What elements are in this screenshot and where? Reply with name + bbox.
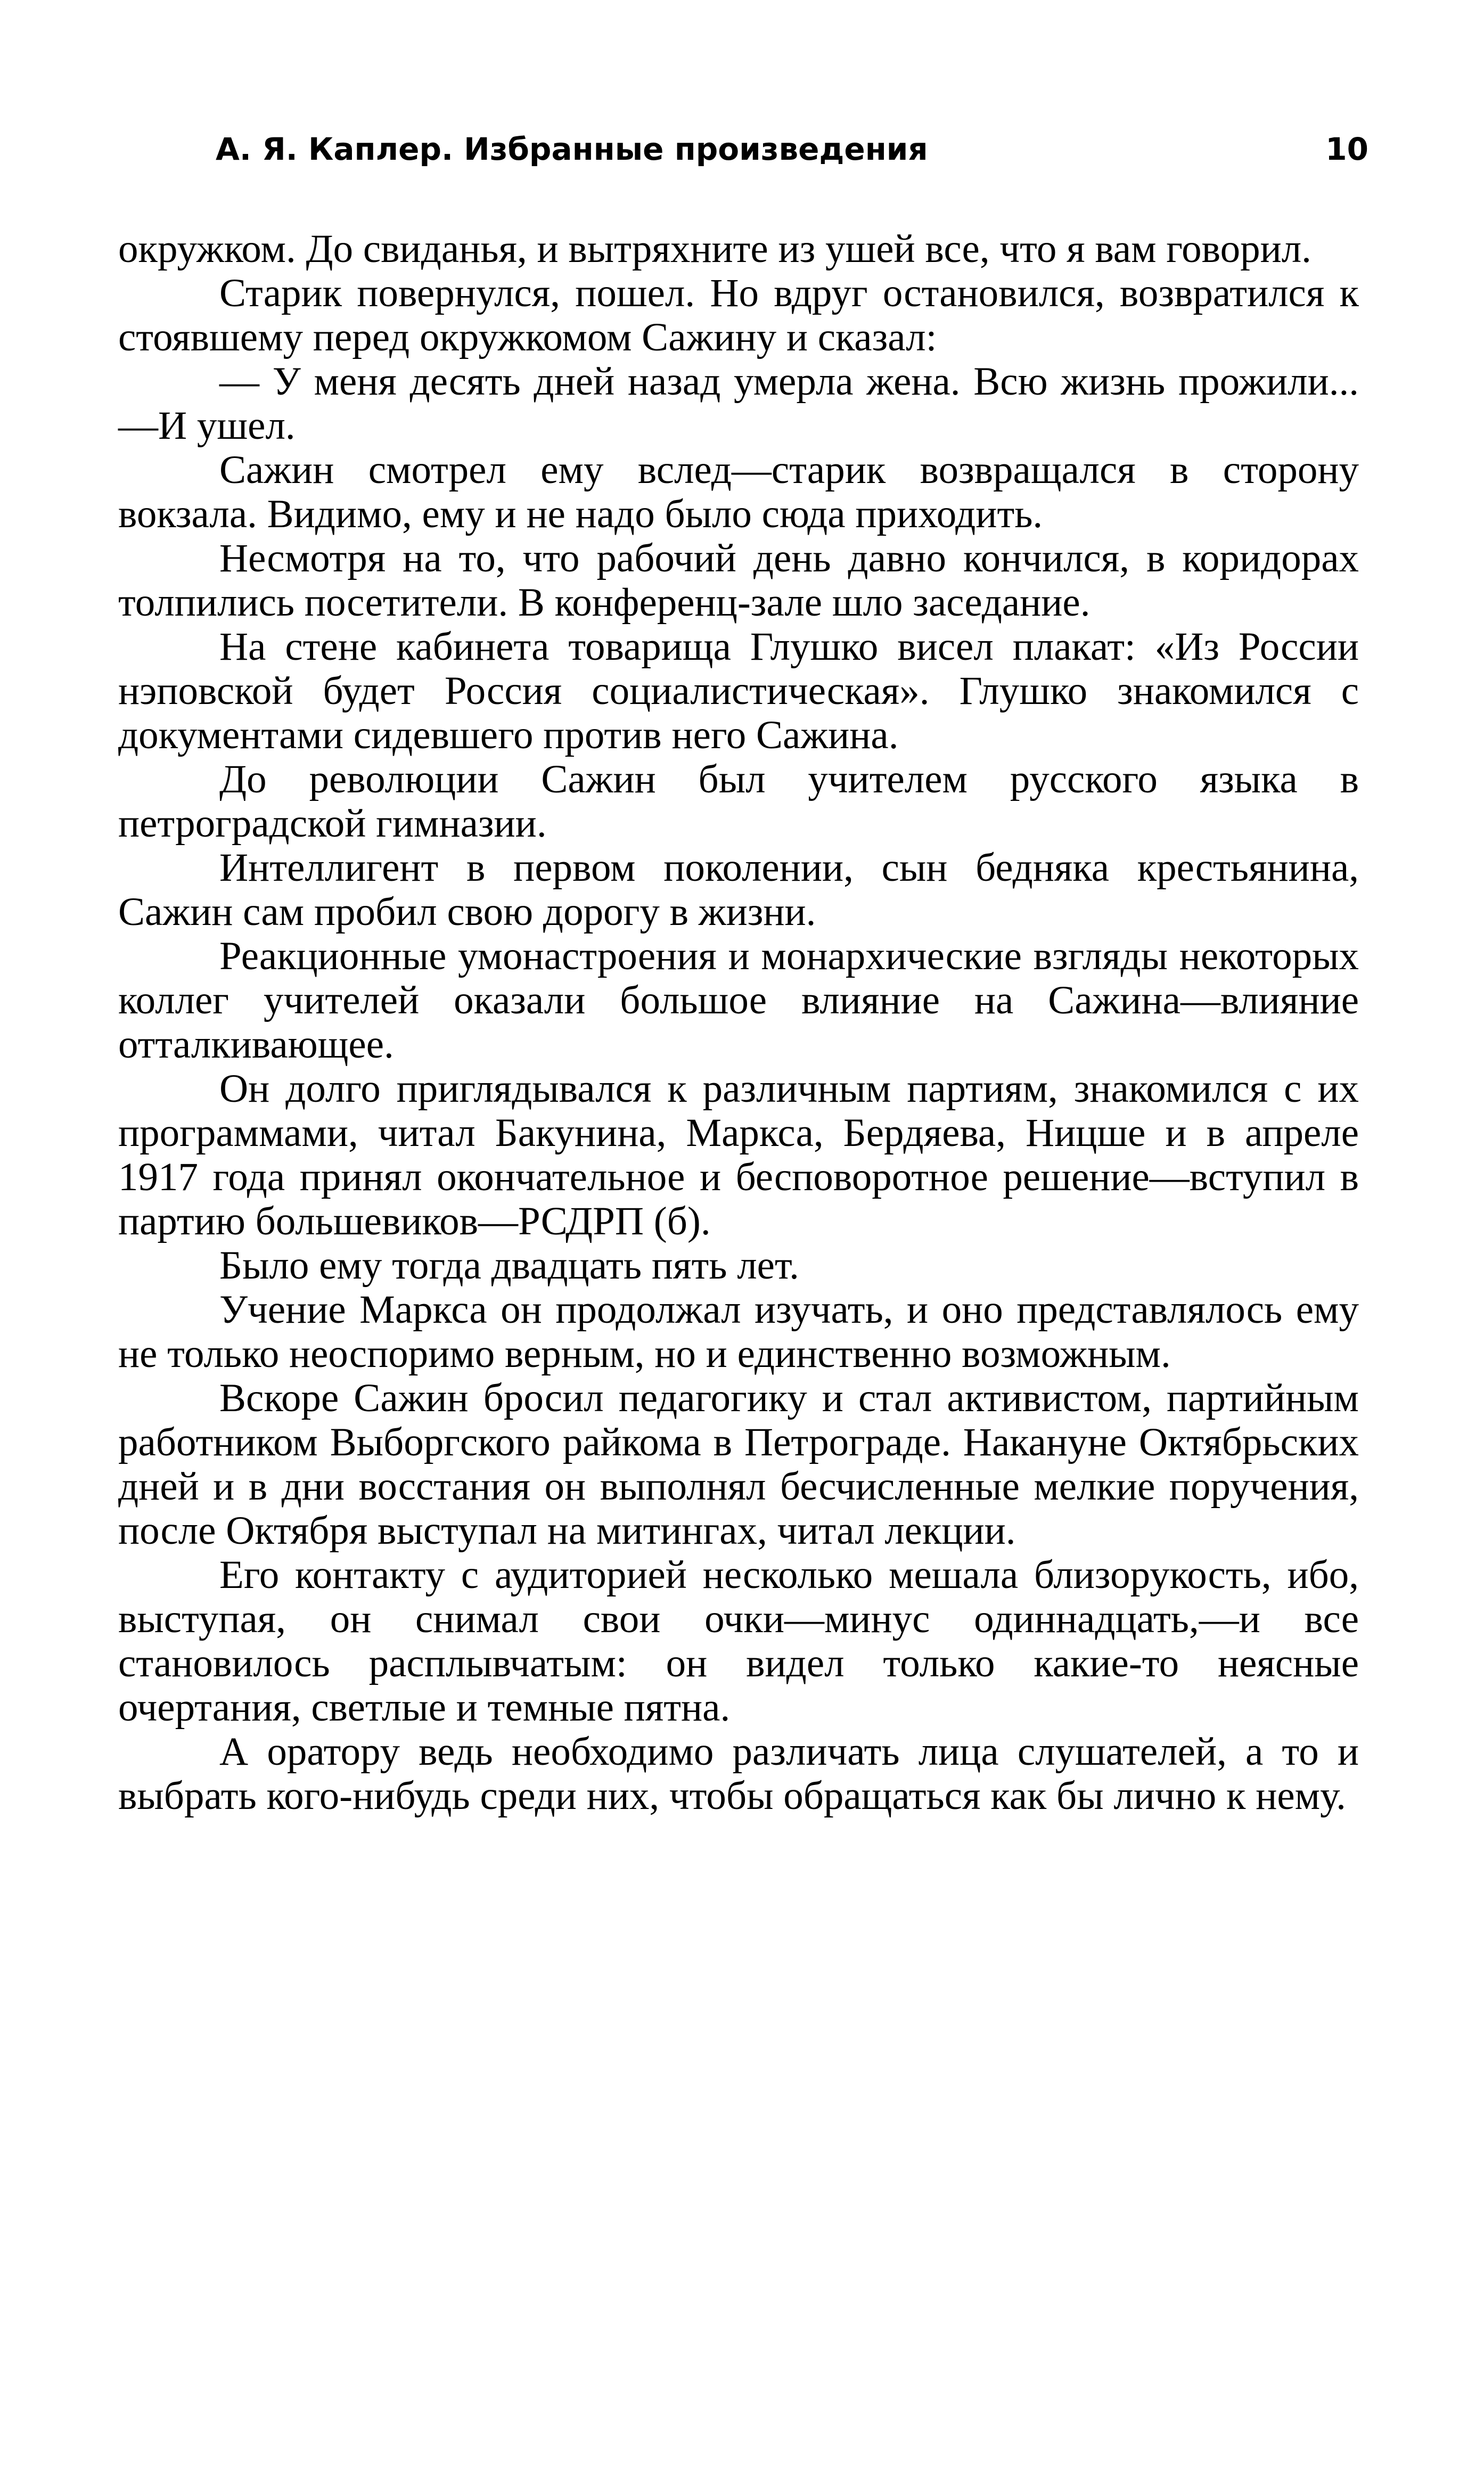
- paragraph: До революции Сажин был учителем русского языка в петроградской гимназии.: [118, 757, 1359, 846]
- running-head: [216, 120, 1368, 178]
- paragraph: Сажин смотрел ему вслед—старик возвращался в сторону вокзала. Видимо, ему и не надо было сюда приходить.: [118, 448, 1359, 536]
- paragraph: Вскоре Сажин бросил педагогику и стал активистом, партийным работником Выборгского райкома в Петрограде. Накануне Октябрьских дней и в дни восстания он выполнял бесчисленные мелкие поручения, после Октября выступал на митингах, читал лекции.: [118, 1376, 1359, 1553]
- paragraph-continued: окружком. До свиданья, и вытряхните из ушей все, что я вам говорил.: [118, 227, 1311, 271]
- page-number: 10: [1325, 131, 1368, 167]
- paragraph: Его контакту с аудиторией несколько мешала близорукость, ибо, выступая, он снимал свои очки—минус одиннадцать,—и все становилось расплывчатым: он видел только какие-то неясные очертания, светлые и темные пятна.: [118, 1553, 1359, 1730]
- body-text: [118, 227, 1359, 1818]
- paragraph: Несмотря на то, что рабочий день давно кончился, в коридорах толпились посетители. В конференц-зале шло заседание.: [118, 536, 1359, 625]
- paragraph: Интеллигент в первом поколении, сын бедняка крестьянина, Сажин сам пробил свою дорогу в жизни.: [118, 846, 1359, 934]
- paragraph: Было ему тогда двадцать пять лет.: [219, 1243, 799, 1288]
- paragraph: — У меня десять дней назад умерла жена. Всю жизнь прожили...—И ушел.: [118, 359, 1359, 448]
- running-title: А. Я. Каплер. Избранные произведения: [216, 131, 928, 167]
- paragraph: На стене кабинета товарища Глушко висел плакат: «Из России нэповской будет Россия социалистическая». Глушко знакомился с документами сидевшего против него Сажина.: [118, 625, 1359, 757]
- paragraph: А оратору ведь необходимо различать лица слушателей, а то и выбрать кого-нибудь среди них, чтобы обращаться как бы лично к нему.: [118, 1730, 1359, 1818]
- paragraph: Старик повернулся, пошел. Но вдруг остановился, возвратился к стоявшему перед окружкомом Сажину и сказал:: [118, 271, 1359, 359]
- paragraph: Учение Маркса он продолжал изучать, и оно представлялось ему не только неоспоримо верным, но и единственно возможным.: [118, 1288, 1359, 1376]
- paragraph: Он долго приглядывался к различным партиям, знакомился с их программами, читал Бакунина, Маркса, Бердяева, Ницше и в апреле 1917 года принял окончательное и бесповоротное решение—вступил в партию большевиков—РСДРП (б).: [118, 1067, 1359, 1243]
- paragraph: Реакционные умонастроения и монархические взгляды некоторых коллег учителей оказали большое влияние на Сажина—влияние отталкивающее.: [118, 934, 1359, 1067]
